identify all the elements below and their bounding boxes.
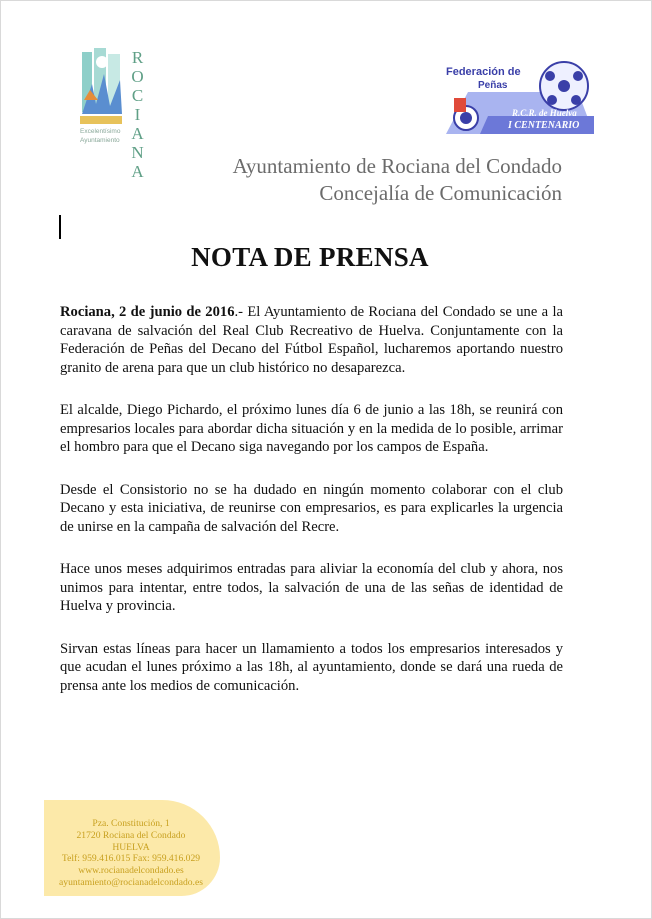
document-heading: NOTA DE PRENSA: [191, 242, 429, 272]
department-name: Concejalía de Comunicación: [319, 181, 562, 205]
paragraph-4: Hace unos meses adquirimos entradas para aliviar la economía del club y ahora, nos unimos para intentar, entre todos, la salvación de una de las señas de identidad de Huelva y provincia.: [60, 561, 563, 614]
paragraph-1: [60, 303, 563, 377]
text-cursor: [59, 215, 61, 239]
paragraph-3: Desde el Consistorio no se ha dudado en ningún momento colaborar con el club Decano y esta iniciativa, de reunirse con empresarios, es para explicarles la urgencia de unirse en la campaña de salvación del Recre.: [60, 481, 563, 535]
footer-web[interactable]: www.rocianadelcondado.es: [78, 865, 184, 877]
rociana-logo-sub1: Excelentísimo: [80, 128, 121, 135]
footer-address: Pza. Constitución, 1: [92, 818, 170, 829]
footer-email[interactable]: ayuntamiento@rocianadelcondado.es: [59, 876, 203, 888]
footer-phone: Telf: 959.416.015 Fax: 959.416.029: [61, 853, 201, 865]
rociana-logo-subtitle: [80, 127, 140, 145]
federacion-logo-line1: Federación de: [446, 66, 521, 78]
paragraph-1-lead: Rociana, 2 de junio de 2016: [60, 304, 235, 320]
federacion-logo-line3: R.C.R. de Huelva: [512, 108, 577, 118]
document-body[interactable]: [60, 303, 563, 719]
paragraph-2: El alcalde, Diego Pichardo, el próximo lunes día 6 de junio a las 18h, se reunirá con empresarios locales para abordar dicha situación y en la medida de lo posible, arrimar el hombro para que el Decano siga navegando por los campos de España.: [60, 402, 563, 455]
organization-name: Ayuntamiento de Rociana del Condado: [232, 154, 562, 178]
footer-contact: [46, 818, 216, 889]
footer-province: HUELVA: [112, 841, 150, 853]
organization-header: [233, 153, 562, 207]
paragraph-1-text: .- El Ayuntamiento de Rociana del Condado se une a la caravana de salvación del Real Club Recreativo de Huelva. Conjuntamente con la Federación de Peñas del Decano del Fútbol Español, lucharemos aportando nuestro granito de arena para que un club histórico no desaparezca.: [60, 304, 563, 376]
paragraph-5: Sirvan estas líneas para hacer un llamamiento a todos los empresarios interesados y que acudan el lunes próximo a las 18h, al ayuntamiento, donde se dará una rueda de prensa ante los medios de comunicación.: [60, 640, 563, 694]
federacion-logo-line2: Peñas: [478, 80, 508, 91]
rociana-logo-sub2: Ayuntamiento: [80, 137, 120, 144]
rociana-logo-text: ROCIANA: [128, 48, 147, 181]
federacion-logo-line4: I CENTENARIO: [508, 120, 580, 131]
footer-city: 21720 Rociana del Condado: [76, 829, 186, 841]
